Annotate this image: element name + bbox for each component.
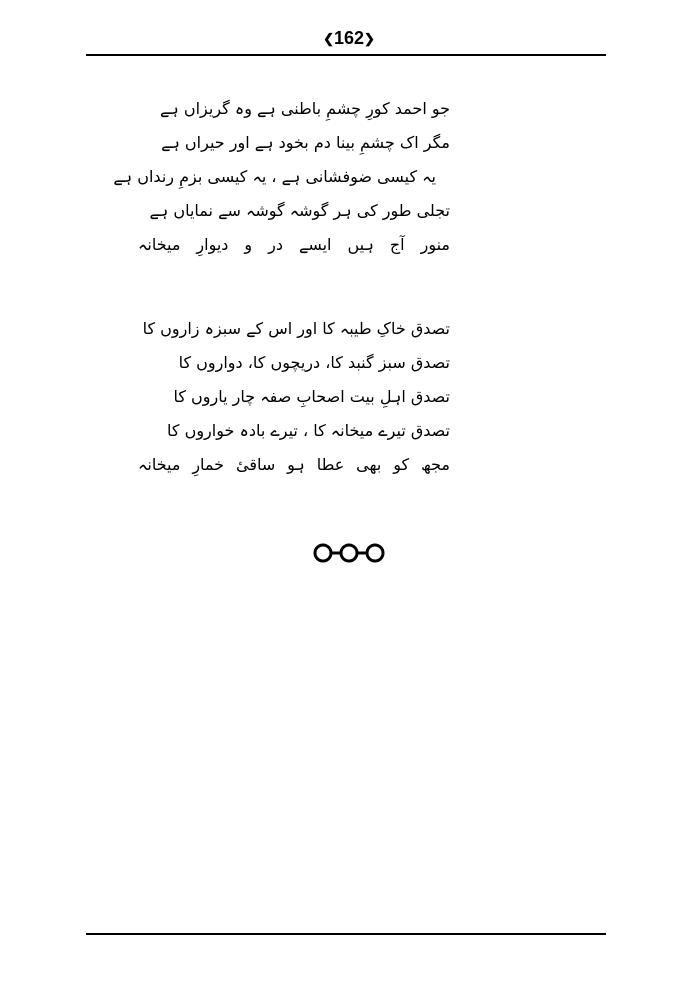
poem-stanza-2 <box>110 312 450 482</box>
ornament-right-icon: ❯ <box>364 31 375 46</box>
verse-line: جو احمد کورِ چشمِ باطنی ہے وہ گریزاں ہے <box>160 99 450 118</box>
poem-stanza-1 <box>110 92 450 262</box>
verse-line: یہ کیسی ضوفشانی ہے ، یہ کیسی بزمِ رنداں ہے <box>113 167 436 186</box>
header-rule <box>86 54 606 56</box>
page-number: 162 <box>333 28 365 48</box>
verse-line: تصدق اہلِ بیت اصحابِ صفہ چار یاروں کا <box>173 387 450 406</box>
verse-line: تصدق خاکِ طیبہ کا اور اس کے سبزہ زاروں کا <box>142 319 450 338</box>
page-header <box>0 26 698 54</box>
footer-rule <box>86 933 606 935</box>
refrain-line: مجھ کو بھی عطا ہو ساقیٔ خمارِ میخانہ <box>138 455 450 474</box>
verse-line: تجلی طور کی ہر گوشہ گوشہ سے نمایاں ہے <box>149 201 450 220</box>
three-linked-circles-icon <box>310 541 388 565</box>
verse-line: مگر اک چشمِ بینا دم بخود ہے اور حیراں ہے <box>161 133 450 152</box>
page-number-block <box>323 26 375 51</box>
refrain-line: منور آج ہیں ایسے در و دیوارِ میخانہ <box>138 235 450 254</box>
verse-line: تصدق سبز گنبد کا، دریچوں کا، دواروں کا <box>178 353 450 372</box>
verse-line: تصدق تیرے میخانہ کا ، تیرے بادہ خواروں کا <box>166 421 450 440</box>
ornament-left-icon: ❮ <box>323 31 334 46</box>
section-end-ornament <box>0 541 698 569</box>
